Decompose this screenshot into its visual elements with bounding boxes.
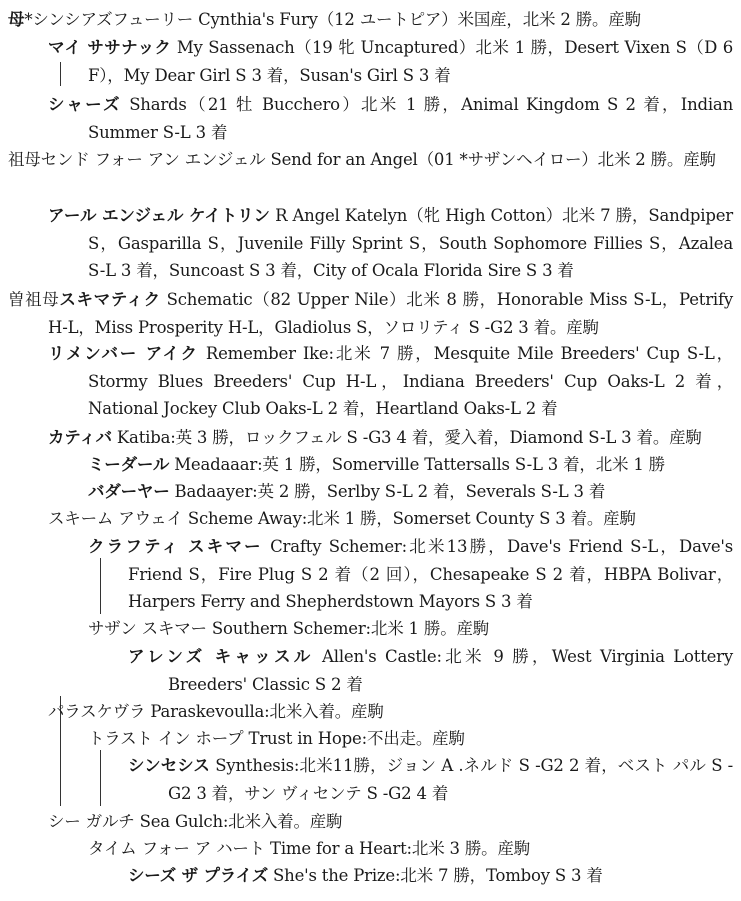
entry-name: バダーヤー	[88, 482, 170, 501]
entry-name: サザン スキマー	[88, 619, 207, 638]
entry-offspring	[48, 202, 733, 285]
entry-name: ミーダール	[88, 455, 170, 474]
entry-name: スキマティク	[59, 290, 161, 309]
entry-offspring	[48, 505, 733, 533]
entry-text: Meadaaar:英 1 勝，Somerville Tattersalls S-L 3 着，北米 1 勝	[169, 455, 665, 474]
entry-great-grand-offspring	[128, 752, 734, 807]
entry-name: センド フォー アン エンジェル	[40, 150, 266, 169]
entry-name: シー ガルチ	[48, 812, 135, 831]
entry-text: Katiba:英 3 勝，ロックフェル S -G3 4 着，愛入着，Diamond S-L 3 着。産駒	[111, 428, 702, 447]
entry-name: アール エンジェル ケイトリン	[48, 206, 270, 225]
entry-text: Shards（21 牡 Bucchero）北米 1 勝，Animal Kingdom S 2 着，Indian Summer S-L 3 着	[88, 95, 733, 142]
entry-text: Schematic（82 Upper Nile）北米 8 勝，Honorable Miss S-L，Petrify H-L，Miss Prosperity H-L，Gladiolus S，ソロリティ S -G2 3 着。産駒	[48, 290, 733, 337]
entry-offspring	[48, 340, 733, 423]
entry-text: Time for a Heart:北米 3 勝。産駒	[264, 839, 531, 858]
entry-text: Cynthia's Fury（12 ユートピア）米国産，北米 2 勝。産駒	[193, 10, 641, 29]
entry-grand-offspring	[88, 835, 733, 863]
entry-offspring	[48, 698, 733, 726]
entry-name: カティバ	[48, 428, 112, 447]
entry-text: Badaayer:英 2 勝，Serlby S-L 2 着，Severals S-L 3 着	[169, 482, 606, 501]
entry-label: 祖母	[8, 150, 41, 169]
entry-text: Trust in Hope:不出走。産駒	[243, 729, 465, 748]
entry-great-grand-offspring	[128, 862, 733, 890]
entry-text: Crafty Schemer:北米13勝，Dave's Friend S-L，Dave's Friend S，Fire Plug S 2 着（2 回），Chesapeake S 2 着，HBPA Bolivar，Harpers Ferry and Shepherdstown Mayors S 3 着	[128, 537, 733, 611]
entry-grand-offspring	[88, 533, 733, 616]
entry-grand-offspring	[88, 478, 733, 506]
entry-offspring	[48, 34, 733, 89]
entry-text: Remember Ike:北米 7 勝，Mesquite Mile Breeders' Cup S-L，Stormy Blues Breeders' Cup H-L，Indiana Breeders' Cup Oaks-L 2 着，National Jockey Club Oaks-L 2 着，Heartland Oaks-L 2 着	[88, 344, 733, 418]
entry-label: 母	[8, 10, 25, 29]
entry-dam	[8, 6, 733, 34]
entry-name: クラフティ スキマー	[88, 537, 263, 556]
entry-text: Sea Gulch:北米入着。産駒	[134, 812, 343, 831]
entry-name: シャーズ	[48, 95, 122, 114]
entry-text: Send for an Angel（01 *サザンヘイロー）北米 2 勝。産駒	[265, 150, 716, 169]
entry-text: Southern Schemer:北米 1 勝。産駒	[206, 619, 490, 638]
entry-offspring	[48, 424, 733, 452]
entry-offspring	[48, 91, 733, 146]
entry-text: Scheme Away:北米 1 勝，Somerset County S 3 着。産駒	[182, 509, 636, 528]
entry-name: スキーム アウェイ	[48, 509, 183, 528]
tree-line-my-sassenach	[60, 62, 61, 86]
entry-name: リメンバー アイク	[48, 344, 199, 363]
entry-name: パラスケヴラ	[48, 702, 146, 721]
entry-text: Allen's Castle:北米 9 勝，West Virginia Lottery Breeders' Classic S 2 着	[168, 647, 733, 694]
entry-text: She's the Prize:北米 7 勝，Tomboy S 3 着	[268, 866, 603, 885]
entry-grand-offspring	[88, 451, 733, 479]
entry-name: マイ ササナック	[48, 38, 172, 57]
tree-line-trust-in-hope	[100, 750, 101, 806]
entry-name: アレンズ キャッスル	[128, 647, 314, 666]
entry-name: *シンシアズフューリー	[24, 10, 194, 29]
entry-name: シーズ ザ プライズ	[128, 866, 269, 885]
entry-name: シンセシス	[128, 756, 210, 775]
entry-text: My Sassenach（19 牝 Uncaptured）北米 1 勝，Desert Vixen S（D 6 F），My Dear Girl S 3 着，Susan's Girl S 3 着	[88, 38, 733, 85]
entry-grand-offspring	[88, 725, 733, 753]
entry-great-granddam	[8, 286, 733, 341]
entry-grand-offspring	[88, 615, 733, 643]
entry-granddam	[8, 146, 733, 174]
tree-line-scheme-away	[100, 558, 101, 614]
entry-label: 曽祖母	[8, 290, 60, 309]
entry-text: R Angel Katelyn（牝 High Cotton）北米 7 勝，Sandpiper S，Gasparilla S，Juvenile Filly Sprint S，South Sophomore Fillies S，Azalea S-L 3 着，Suncoast S 3 着，City of Ocala Florida Sire S 3 着	[88, 206, 733, 280]
entry-great-grand-offspring	[128, 643, 733, 698]
entry-offspring	[48, 808, 733, 836]
entry-text: Synthesis:北米11勝，ジョン A .ネルド S -G2 2 着，ベスト パル S -G2 3 着，サン ヴィセンテ S -G2 4 着	[168, 756, 734, 803]
entry-name: トラスト イン ホープ	[88, 729, 244, 748]
entry-name: タイム フォー ア ハート	[88, 839, 265, 858]
entry-text: Paraskevoulla:北米入着。産駒	[145, 702, 384, 721]
